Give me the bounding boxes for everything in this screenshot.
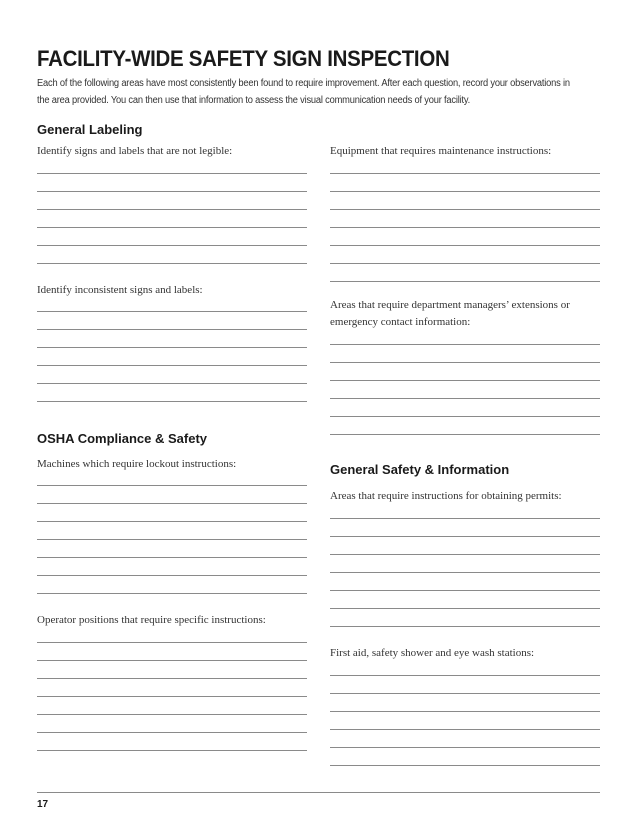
answer-line[interactable] (37, 401, 307, 402)
answer-line[interactable] (330, 626, 600, 627)
question-inconsistent-signs: Identify inconsistent signs and labels: (37, 284, 203, 296)
section-heading-general-safety: General Safety & Information (330, 462, 510, 477)
question-line: Areas that require department managers’ extensions or (330, 299, 570, 311)
question-illegible-signs: Identify signs and labels that are not legible: (37, 145, 233, 157)
answer-lines-first-aid-stations[interactable] (330, 675, 600, 783)
answer-line[interactable] (330, 554, 600, 555)
answer-line[interactable] (37, 714, 307, 715)
answer-line[interactable] (330, 191, 600, 192)
answer-line[interactable] (37, 539, 307, 540)
answer-line[interactable] (37, 557, 307, 558)
answer-line[interactable] (37, 642, 307, 643)
answer-line[interactable] (330, 518, 600, 519)
answer-line[interactable] (330, 711, 600, 712)
answer-line[interactable] (37, 263, 307, 264)
answer-line[interactable] (37, 173, 307, 174)
answer-lines-illegible-signs[interactable] (37, 173, 307, 281)
answer-line[interactable] (37, 696, 307, 697)
intro-text (37, 75, 595, 109)
answer-line[interactable] (37, 593, 307, 594)
question-first-aid-stations: First aid, safety shower and eye wash stations: (330, 647, 535, 659)
answer-line[interactable] (330, 362, 600, 363)
answer-line[interactable] (37, 750, 307, 751)
answer-line[interactable] (37, 347, 307, 348)
answer-line[interactable] (330, 344, 600, 345)
answer-line[interactable] (330, 608, 600, 609)
answer-line[interactable] (37, 365, 307, 366)
intro-line-1: Each of the following areas have most consistently been found to require improvement. After each question, record your observations in (37, 78, 570, 89)
answer-line[interactable] (37, 575, 307, 576)
answer-line[interactable] (37, 245, 307, 246)
answer-line[interactable] (330, 380, 600, 381)
question-lockout-machines: Machines which require lockout instructions: (37, 458, 237, 470)
intro-line-2: the area provided. You can then use that information to assess the visual communication needs of your facility. (37, 95, 471, 106)
answer-lines-permit-areas[interactable] (330, 518, 600, 644)
answer-lines-maintenance-equipment[interactable] (330, 173, 600, 299)
page-number: 17 (37, 799, 49, 810)
answer-line[interactable] (330, 398, 600, 399)
question-manager-contacts (330, 297, 570, 331)
answer-lines-manager-contacts[interactable] (330, 344, 600, 452)
answer-line[interactable] (330, 590, 600, 591)
answer-line[interactable] (330, 281, 600, 282)
answer-line[interactable] (37, 485, 307, 486)
answer-line[interactable] (37, 660, 307, 661)
answer-line[interactable] (330, 572, 600, 573)
answer-line[interactable] (330, 765, 600, 766)
question-operator-positions: Operator positions that require specific instructions: (37, 614, 266, 626)
answer-line[interactable] (330, 747, 600, 748)
answer-line[interactable] (37, 329, 307, 330)
section-heading-osha: OSHA Compliance & Safety (37, 431, 208, 446)
answer-line[interactable] (37, 191, 307, 192)
answer-line[interactable] (37, 227, 307, 228)
answer-line[interactable] (37, 678, 307, 679)
answer-line[interactable] (37, 521, 307, 522)
answer-lines-inconsistent-signs[interactable] (37, 311, 307, 419)
answer-lines-operator-positions[interactable] (37, 642, 307, 768)
section-heading-general-labeling: General Labeling (37, 122, 143, 137)
answer-line[interactable] (330, 536, 600, 537)
answer-line[interactable] (330, 729, 600, 730)
answer-line[interactable] (37, 383, 307, 384)
page-title: FACILITY-WIDE SAFETY SIGN INSPECTION (37, 46, 450, 71)
answer-line[interactable] (330, 416, 600, 417)
answer-line[interactable] (37, 209, 307, 210)
answer-line[interactable] (330, 263, 600, 264)
answer-line[interactable] (330, 245, 600, 246)
answer-line[interactable] (330, 227, 600, 228)
answer-line[interactable] (330, 675, 600, 676)
answer-lines-lockout-machines[interactable] (37, 485, 307, 611)
answer-line[interactable] (37, 732, 307, 733)
question-permit-areas: Areas that require instructions for obtaining permits: (330, 490, 562, 502)
footer-divider (37, 792, 600, 793)
question-line: emergency contact information: (330, 316, 471, 328)
answer-line[interactable] (330, 434, 600, 435)
answer-line[interactable] (37, 311, 307, 312)
answer-line[interactable] (37, 503, 307, 504)
question-maintenance-equipment: Equipment that requires maintenance instructions: (330, 145, 552, 157)
answer-line[interactable] (330, 173, 600, 174)
answer-line[interactable] (330, 693, 600, 694)
answer-line[interactable] (330, 209, 600, 210)
